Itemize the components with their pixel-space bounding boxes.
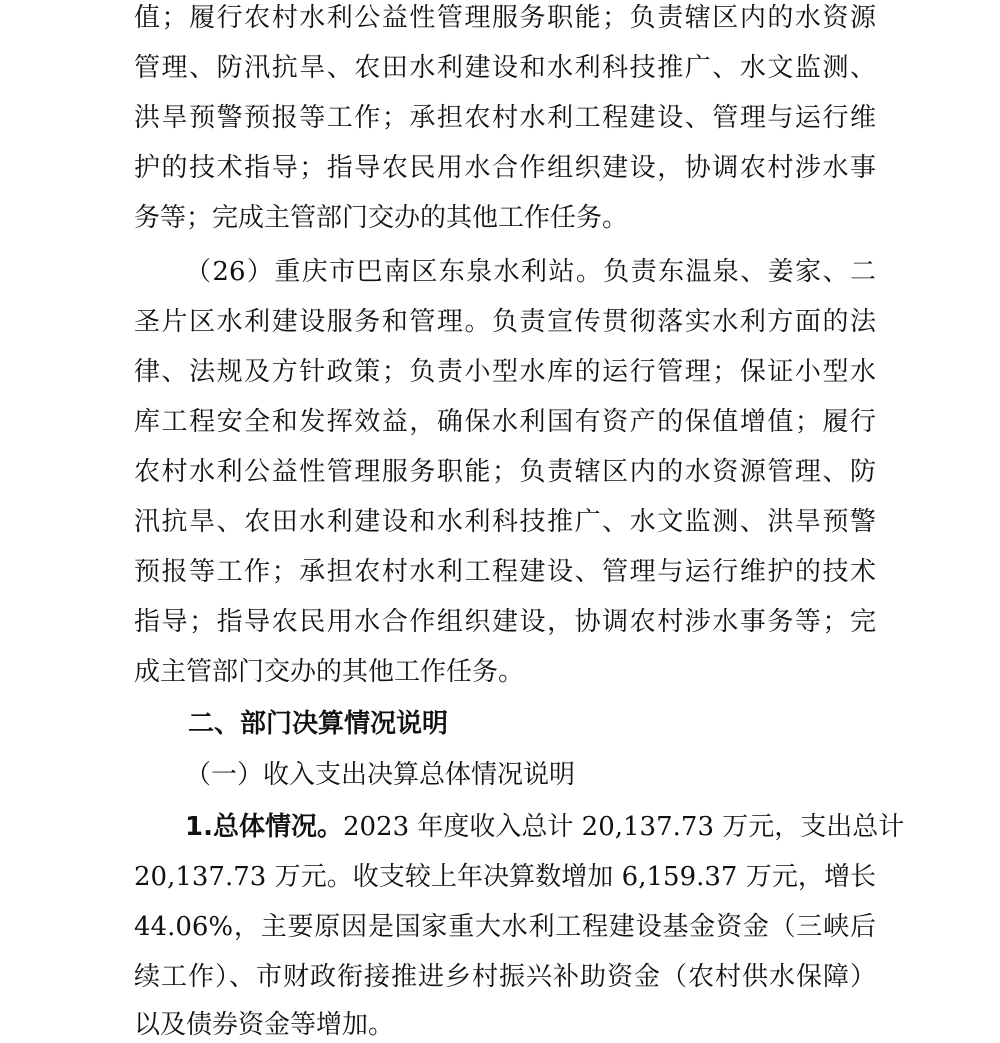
lead-text: 2023 年度收入总计 20,137.73 万元，支出总计 [342, 812, 905, 842]
paragraph-first-line: （26）重庆市巴南区东泉水利站。负责东温泉、姜家、二 [185, 257, 876, 287]
paragraph-line: 以及债券资金等增加。 [134, 1010, 395, 1040]
paragraph-line: 预报等工作；承担农村水利工程建设、管理与运行维护的技术 [134, 557, 876, 587]
paragraph-line: 续工作）、市财政衔接推进乡村振兴补助资金（农村供水保障） [134, 962, 876, 992]
paragraph-line: 值；履行农村水利公益性管理服务职能；负责辖区内的水资源 [134, 3, 876, 33]
paragraph-line: 洪旱预警预报等工作；承担农村水利工程建设、管理与运行维 [134, 103, 876, 133]
section-heading: 二、部门决算情况说明 [188, 709, 449, 739]
paragraph-line: 圣片区水利建设服务和管理。负责宣传贯彻落实水利方面的法 [134, 307, 876, 337]
paragraph-line: 指导；指导农民用水合作组织建设，协调农村涉水事务等；完 [134, 607, 876, 637]
paragraph-line: 护的技术指导；指导农民用水合作组织建设，协调农村涉水事 [134, 153, 876, 183]
paragraph-line: 成主管部门交办的其他工作任务。 [134, 657, 525, 687]
paragraph-line: 农村水利公益性管理服务职能；负责辖区内的水资源管理、防 [134, 457, 876, 487]
paragraph-first-line [185, 810, 905, 844]
paragraph-line: 库工程安全和发挥效益，确保水利国有资产的保值增值；履行 [134, 407, 876, 437]
paragraph-line: 管理、防汛抗旱、农田水利建设和水利科技推广、水文监测、 [134, 53, 876, 83]
subsection-heading: （一）收入支出决算总体情况说明 [185, 760, 576, 790]
paragraph-line: 汛抗旱、农田水利建设和水利科技推广、水文监测、洪旱预警 [134, 507, 876, 537]
paragraph-line: 20,137.73 万元。收支较上年决算数增加 6,159.37 万元，增长 [134, 862, 876, 892]
paragraph-line: 务等；完成主管部门交办的其他工作任务。 [134, 203, 629, 233]
paragraph-line: 44.06%，主要原因是国家重大水利工程建设基金资金（三峡后 [134, 912, 876, 942]
lead-label: 1.总体情况。 [185, 812, 343, 842]
paragraph-line: 律、法规及方针政策；负责小型水库的运行管理；保证小型水 [134, 357, 876, 387]
